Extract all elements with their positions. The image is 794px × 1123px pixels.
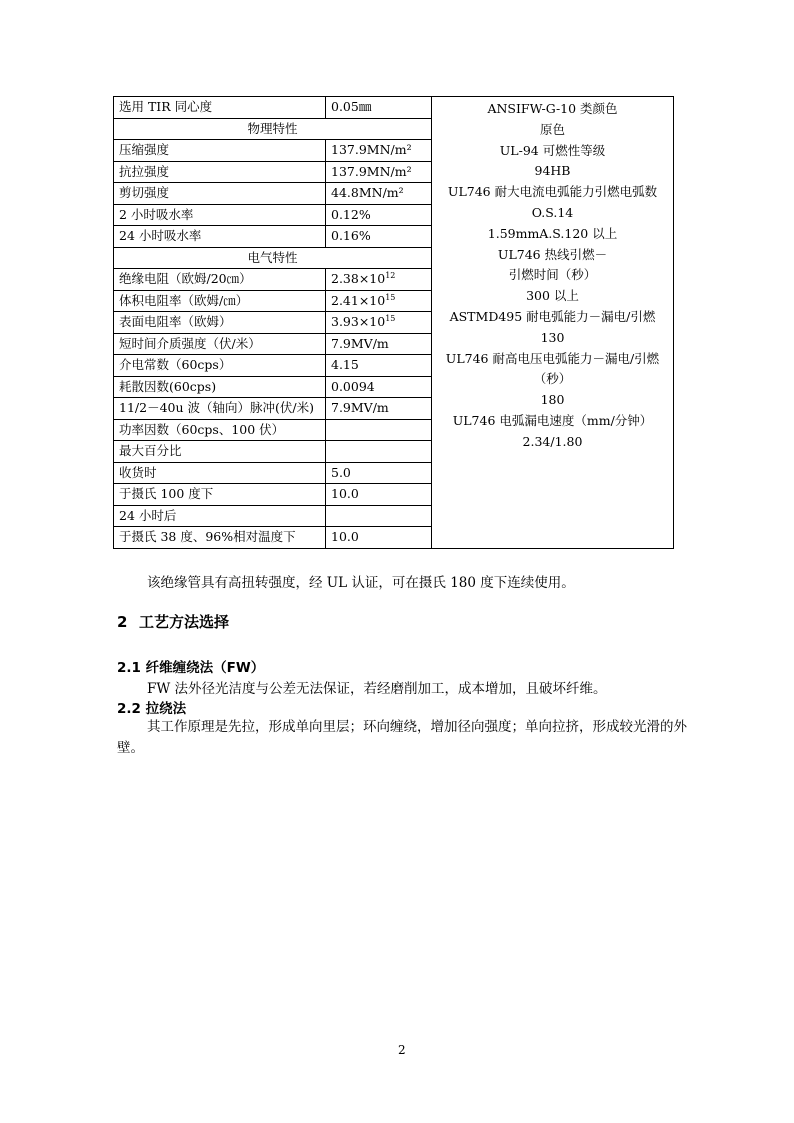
specification-table [113, 96, 674, 549]
section-heading-2 [117, 611, 229, 632]
table-cell-value: 5.0 [326, 462, 432, 484]
table-cell-value [326, 441, 432, 463]
table-cell-value [326, 312, 432, 334]
section-header-electrical: 电气特性 [114, 247, 432, 269]
value-base: 3.93×10 [331, 314, 386, 330]
right-info-line: UL-94 可燃性等级 [499, 142, 606, 158]
table-cell-value: 10.0 [326, 484, 432, 506]
table-cell-label: 表面电阻率（欧姆） [114, 312, 326, 334]
subsection-heading-2-1: 2.1 纤维缠绕法（FW） [117, 660, 265, 676]
right-info-line: 2.34/1.80 [522, 433, 583, 449]
section-number: 2 [117, 613, 128, 631]
table-cell-value: 44.8MN/m² [326, 183, 432, 205]
right-info-line: 1.59mmA.S.120 以上 [487, 225, 618, 241]
value-exponent: 12 [385, 271, 396, 281]
right-info-line: ANSIFW-G-10 类颜色 [487, 101, 618, 116]
table-cell-value: 10.0 [326, 527, 432, 549]
table-cell-label: 介电常数（60cps） [114, 355, 326, 377]
table-cell-value [326, 269, 432, 291]
right-info-line: O.S.14 [531, 204, 574, 220]
value-exponent: 15 [385, 314, 396, 324]
table-cell-value: 7.9MV/m [326, 333, 432, 355]
right-info-line: 300 以上 [526, 288, 579, 304]
table-cell-label: 体积电阻率（欧姆/㎝） [114, 290, 326, 312]
table-cell-value: 7.9MV/m [326, 398, 432, 420]
right-info-cell [432, 97, 674, 549]
table-cell-label: 剪切强度 [114, 183, 326, 205]
table-row [114, 97, 674, 119]
table-cell-label: 24 小时吸水率 [114, 226, 326, 248]
value-exponent: 15 [385, 292, 396, 302]
table-cell-value: 0.16% [326, 226, 432, 248]
table-cell-label: 收货时 [114, 462, 326, 484]
table-cell-value: 0.12% [326, 204, 432, 226]
table-cell-label: 最大百分比 [114, 441, 326, 463]
right-info-line: UL746 耐高电压电弧能力－漏电/引燃（秒） [445, 350, 660, 387]
page-number: 2 [398, 1043, 406, 1057]
right-info-line: 94HB [534, 163, 571, 179]
table-cell-value [326, 505, 432, 527]
paragraph-pull-winding: 其工作原理是先拉，形成单向里层；环向缠绕，增加径向强度；单向拉挤，形成较光滑的外壁。 [117, 719, 687, 756]
right-info-line: UL746 耐大电流电弧能力引燃电弧数 [447, 184, 658, 200]
right-info-line: 130 [540, 329, 565, 345]
table-cell-label: 短时间介质强度（伏/米） [114, 333, 326, 355]
table-cell-label: 抗拉强度 [114, 161, 326, 183]
table-cell-value: 0.0094 [326, 376, 432, 398]
right-info-line: 引燃时间（秒） [508, 267, 597, 283]
table-cell-value [326, 290, 432, 312]
table-cell-label: 24 小时后 [114, 505, 326, 527]
table-cell-label: 2 小时吸水率 [114, 204, 326, 226]
table-cell-label: 耗散因数(60cps) [114, 376, 326, 398]
right-info-line: UL746 热线引燃－ [497, 246, 608, 262]
right-info-line: 原色 [539, 121, 565, 137]
subsection-heading-2-2: 2.2 拉绕法 [117, 701, 187, 717]
table-cell-value [326, 419, 432, 441]
value-base: 2.41×10 [331, 292, 386, 308]
table-cell-label: 绝缘电阻（欧姆/20㎝） [114, 269, 326, 291]
right-info-line: UL746 电弧漏电速度（mm/分钟） [452, 412, 653, 428]
table-cell-label: 选用 TIR 同心度 [114, 97, 326, 119]
table-cell-label: 于摄氏 100 度下 [114, 484, 326, 506]
right-info-line: ASTMD495 耐电弧能力－漏电/引燃 [449, 308, 656, 324]
section-header-physical: 物理特性 [114, 118, 432, 140]
table-cell-value: 137.9MN/m² [326, 140, 432, 162]
table-cell-value: 0.05㎜ [326, 97, 432, 119]
table-cell-label: 11/2－40u 波（轴向）脉冲(伏/米) [114, 398, 326, 420]
table-cell-label: 压缩强度 [114, 140, 326, 162]
value-base: 2.38×10 [331, 271, 386, 287]
table-cell-label: 功率因数（60cps、100 伏） [114, 419, 326, 441]
paragraph-ul-certification: 该绝缘管具有高扭转强度，经 UL 认证，可在摄氏 180 度下连续使用。 [147, 575, 575, 591]
table-cell-label: 于摄氏 38 度、96%相对温度下 [114, 527, 326, 549]
right-info-line: 180 [540, 392, 565, 408]
section-title: 工艺方法选择 [139, 613, 230, 631]
paragraph-fw-method: FW 法外径光洁度与公差无法保证，若经磨削加工，成本增加，且破坏纤维。 [147, 681, 607, 697]
table-cell-value: 4.15 [326, 355, 432, 377]
table-cell-value: 137.9MN/m² [326, 161, 432, 183]
